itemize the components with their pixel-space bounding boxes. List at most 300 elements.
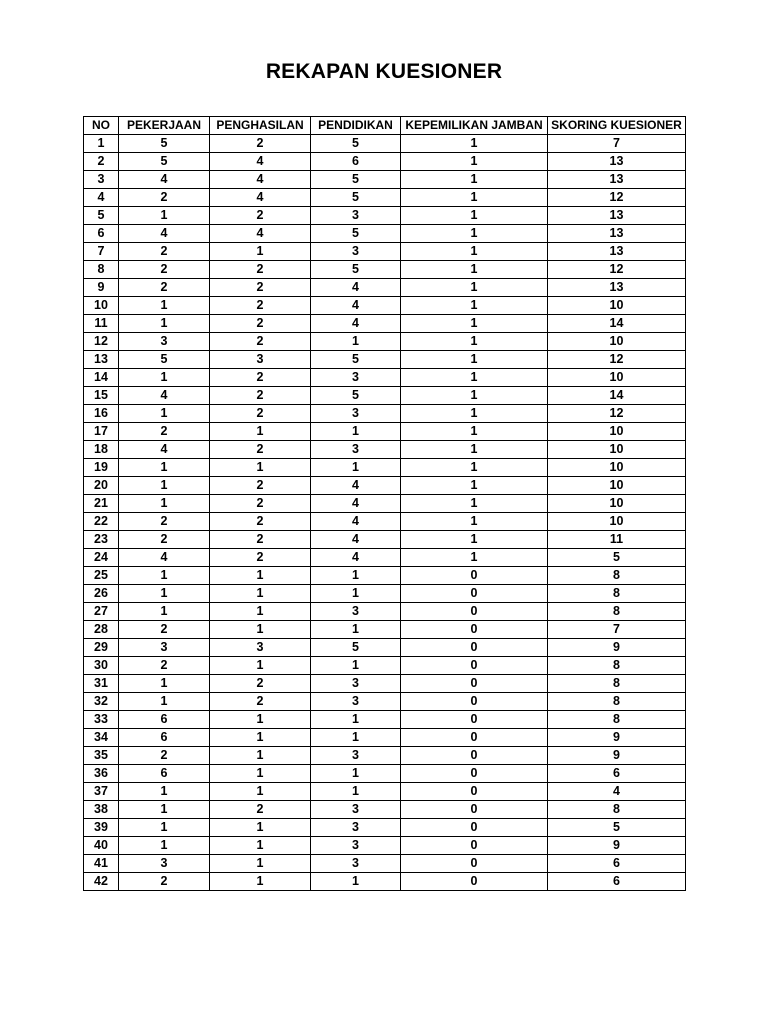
cell-skoring-kuesioner: 12 (548, 261, 686, 279)
cell-pekerjaan: 2 (119, 261, 210, 279)
column-header-kepemilikan-jamban: KEPEMILIKAN JAMBAN (401, 117, 548, 135)
cell-no: 32 (84, 693, 119, 711)
cell-kepemilikan-jamban: 1 (401, 423, 548, 441)
cell-pendidikan: 3 (311, 837, 401, 855)
table-row (84, 495, 686, 513)
cell-pekerjaan: 2 (119, 531, 210, 549)
cell-kepemilikan-jamban: 0 (401, 639, 548, 657)
cell-pendidikan: 4 (311, 495, 401, 513)
table-row (84, 747, 686, 765)
cell-pendidikan: 3 (311, 801, 401, 819)
cell-pendidikan: 5 (311, 387, 401, 405)
cell-kepemilikan-jamban: 1 (401, 459, 548, 477)
cell-kepemilikan-jamban: 0 (401, 765, 548, 783)
cell-pendidikan: 4 (311, 297, 401, 315)
cell-pendidikan: 3 (311, 207, 401, 225)
cell-no: 8 (84, 261, 119, 279)
cell-skoring-kuesioner: 10 (548, 441, 686, 459)
cell-pekerjaan: 1 (119, 495, 210, 513)
cell-pendidikan: 3 (311, 243, 401, 261)
cell-pekerjaan: 1 (119, 585, 210, 603)
cell-skoring-kuesioner: 10 (548, 333, 686, 351)
cell-pekerjaan: 6 (119, 765, 210, 783)
cell-kepemilikan-jamban: 1 (401, 351, 548, 369)
cell-skoring-kuesioner: 13 (548, 171, 686, 189)
cell-no: 20 (84, 477, 119, 495)
cell-pekerjaan: 1 (119, 405, 210, 423)
table-row (84, 567, 686, 585)
cell-kepemilikan-jamban: 1 (401, 279, 548, 297)
cell-skoring-kuesioner: 9 (548, 747, 686, 765)
cell-pekerjaan: 6 (119, 729, 210, 747)
table-row (84, 459, 686, 477)
cell-kepemilikan-jamban: 0 (401, 855, 548, 873)
cell-pekerjaan: 4 (119, 225, 210, 243)
cell-penghasilan: 2 (210, 261, 311, 279)
cell-skoring-kuesioner: 13 (548, 243, 686, 261)
cell-kepemilikan-jamban: 0 (401, 657, 548, 675)
cell-penghasilan: 2 (210, 477, 311, 495)
cell-pekerjaan: 1 (119, 369, 210, 387)
table-row (84, 315, 686, 333)
cell-skoring-kuesioner: 10 (548, 459, 686, 477)
cell-no: 2 (84, 153, 119, 171)
cell-no: 31 (84, 675, 119, 693)
cell-skoring-kuesioner: 13 (548, 279, 686, 297)
cell-penghasilan: 1 (210, 783, 311, 801)
cell-no: 5 (84, 207, 119, 225)
cell-skoring-kuesioner: 5 (548, 549, 686, 567)
cell-penghasilan: 1 (210, 765, 311, 783)
cell-no: 4 (84, 189, 119, 207)
cell-no: 30 (84, 657, 119, 675)
cell-kepemilikan-jamban: 0 (401, 819, 548, 837)
cell-penghasilan: 4 (210, 171, 311, 189)
cell-pendidikan: 3 (311, 855, 401, 873)
cell-pekerjaan: 1 (119, 459, 210, 477)
table-row (84, 819, 686, 837)
cell-pekerjaan: 2 (119, 423, 210, 441)
table-row (84, 639, 686, 657)
cell-no: 39 (84, 819, 119, 837)
cell-pendidikan: 1 (311, 567, 401, 585)
cell-penghasilan: 1 (210, 729, 311, 747)
cell-pekerjaan: 3 (119, 639, 210, 657)
table-row (84, 783, 686, 801)
cell-skoring-kuesioner: 9 (548, 837, 686, 855)
table-row (84, 549, 686, 567)
cell-no: 24 (84, 549, 119, 567)
cell-pendidikan: 1 (311, 783, 401, 801)
cell-pekerjaan: 2 (119, 279, 210, 297)
cell-kepemilikan-jamban: 0 (401, 747, 548, 765)
cell-kepemilikan-jamban: 1 (401, 243, 548, 261)
cell-penghasilan: 4 (210, 153, 311, 171)
table-row (84, 603, 686, 621)
cell-skoring-kuesioner: 10 (548, 423, 686, 441)
table-row (84, 423, 686, 441)
cell-no: 23 (84, 531, 119, 549)
cell-skoring-kuesioner: 10 (548, 495, 686, 513)
cell-pekerjaan: 1 (119, 477, 210, 495)
cell-skoring-kuesioner: 6 (548, 765, 686, 783)
cell-penghasilan: 2 (210, 279, 311, 297)
cell-skoring-kuesioner: 13 (548, 225, 686, 243)
cell-kepemilikan-jamban: 0 (401, 693, 548, 711)
cell-pendidikan: 5 (311, 351, 401, 369)
cell-no: 17 (84, 423, 119, 441)
cell-kepemilikan-jamban: 0 (401, 567, 548, 585)
cell-pendidikan: 3 (311, 405, 401, 423)
cell-pekerjaan: 3 (119, 333, 210, 351)
cell-kepemilikan-jamban: 1 (401, 225, 548, 243)
cell-penghasilan: 1 (210, 567, 311, 585)
cell-skoring-kuesioner: 8 (548, 657, 686, 675)
cell-penghasilan: 1 (210, 585, 311, 603)
cell-penghasilan: 1 (210, 855, 311, 873)
cell-penghasilan: 2 (210, 297, 311, 315)
cell-pendidikan: 4 (311, 279, 401, 297)
cell-pekerjaan: 1 (119, 297, 210, 315)
cell-penghasilan: 2 (210, 369, 311, 387)
cell-kepemilikan-jamban: 1 (401, 135, 548, 153)
cell-skoring-kuesioner: 8 (548, 801, 686, 819)
cell-pendidikan: 4 (311, 513, 401, 531)
cell-pekerjaan: 6 (119, 711, 210, 729)
table-row (84, 729, 686, 747)
cell-no: 41 (84, 855, 119, 873)
page-title: REKAPAN KUESIONER (265, 60, 503, 83)
cell-no: 13 (84, 351, 119, 369)
table-row (84, 333, 686, 351)
cell-no: 12 (84, 333, 119, 351)
cell-skoring-kuesioner: 10 (548, 513, 686, 531)
cell-skoring-kuesioner: 8 (548, 603, 686, 621)
cell-pekerjaan: 4 (119, 171, 210, 189)
cell-penghasilan: 2 (210, 693, 311, 711)
cell-pendidikan: 4 (311, 477, 401, 495)
table-row (84, 351, 686, 369)
cell-skoring-kuesioner: 14 (548, 315, 686, 333)
cell-pekerjaan: 1 (119, 603, 210, 621)
cell-kepemilikan-jamban: 1 (401, 531, 548, 549)
cell-kepemilikan-jamban: 1 (401, 387, 548, 405)
cell-skoring-kuesioner: 8 (548, 567, 686, 585)
cell-penghasilan: 2 (210, 405, 311, 423)
table-row (84, 837, 686, 855)
cell-no: 19 (84, 459, 119, 477)
cell-pekerjaan: 5 (119, 135, 210, 153)
table-row (84, 189, 686, 207)
cell-kepemilikan-jamban: 0 (401, 873, 548, 891)
cell-no: 38 (84, 801, 119, 819)
cell-kepemilikan-jamban: 0 (401, 783, 548, 801)
cell-skoring-kuesioner: 5 (548, 819, 686, 837)
cell-skoring-kuesioner: 6 (548, 873, 686, 891)
column-header-pendidikan: PENDIDIKAN (311, 117, 401, 135)
column-header-no: NO (84, 117, 119, 135)
cell-no: 6 (84, 225, 119, 243)
cell-kepemilikan-jamban: 0 (401, 585, 548, 603)
cell-no: 28 (84, 621, 119, 639)
cell-kepemilikan-jamban: 1 (401, 333, 548, 351)
table-row (84, 153, 686, 171)
cell-skoring-kuesioner: 4 (548, 783, 686, 801)
cell-penghasilan: 2 (210, 549, 311, 567)
cell-kepemilikan-jamban: 0 (401, 729, 548, 747)
cell-pendidikan: 4 (311, 315, 401, 333)
cell-skoring-kuesioner: 10 (548, 477, 686, 495)
table-row (84, 711, 686, 729)
cell-pendidikan: 3 (311, 369, 401, 387)
cell-no: 27 (84, 603, 119, 621)
cell-no: 33 (84, 711, 119, 729)
cell-penghasilan: 2 (210, 513, 311, 531)
cell-no: 14 (84, 369, 119, 387)
cell-kepemilikan-jamban: 1 (401, 171, 548, 189)
cell-no: 11 (84, 315, 119, 333)
cell-pekerjaan: 1 (119, 801, 210, 819)
table-row (84, 207, 686, 225)
table-row (84, 675, 686, 693)
cell-pendidikan: 5 (311, 189, 401, 207)
cell-penghasilan: 2 (210, 675, 311, 693)
table-row (84, 513, 686, 531)
cell-skoring-kuesioner: 12 (548, 189, 686, 207)
cell-pendidikan: 1 (311, 873, 401, 891)
cell-no: 18 (84, 441, 119, 459)
cell-kepemilikan-jamban: 0 (401, 837, 548, 855)
table-row (84, 801, 686, 819)
cell-pendidikan: 1 (311, 621, 401, 639)
column-header-penghasilan: PENGHASILAN (210, 117, 311, 135)
cell-skoring-kuesioner: 9 (548, 729, 686, 747)
table-row (84, 135, 686, 153)
cell-kepemilikan-jamban: 0 (401, 801, 548, 819)
table-row (84, 477, 686, 495)
table-row (84, 693, 686, 711)
cell-kepemilikan-jamban: 0 (401, 603, 548, 621)
cell-pendidikan: 3 (311, 675, 401, 693)
cell-pekerjaan: 3 (119, 855, 210, 873)
cell-kepemilikan-jamban: 1 (401, 405, 548, 423)
cell-kepemilikan-jamban: 1 (401, 441, 548, 459)
cell-skoring-kuesioner: 8 (548, 585, 686, 603)
cell-penghasilan: 2 (210, 135, 311, 153)
column-header-skoring-kuesioner: SKORING KUESIONER (548, 117, 686, 135)
cell-penghasilan: 2 (210, 315, 311, 333)
cell-pendidikan: 3 (311, 819, 401, 837)
cell-pekerjaan: 4 (119, 549, 210, 567)
cell-pekerjaan: 2 (119, 747, 210, 765)
cell-penghasilan: 2 (210, 207, 311, 225)
cell-pendidikan: 1 (311, 711, 401, 729)
cell-pendidikan: 1 (311, 423, 401, 441)
table-row (84, 297, 686, 315)
cell-no: 21 (84, 495, 119, 513)
cell-kepemilikan-jamban: 0 (401, 675, 548, 693)
cell-skoring-kuesioner: 10 (548, 369, 686, 387)
table-row (84, 657, 686, 675)
cell-pekerjaan: 4 (119, 387, 210, 405)
cell-no: 26 (84, 585, 119, 603)
cell-penghasilan: 1 (210, 747, 311, 765)
cell-no: 10 (84, 297, 119, 315)
cell-no: 42 (84, 873, 119, 891)
cell-no: 37 (84, 783, 119, 801)
cell-no: 7 (84, 243, 119, 261)
cell-pekerjaan: 2 (119, 243, 210, 261)
cell-kepemilikan-jamban: 1 (401, 549, 548, 567)
column-header-pekerjaan: PEKERJAAN (119, 117, 210, 135)
cell-pendidikan: 3 (311, 603, 401, 621)
cell-skoring-kuesioner: 13 (548, 207, 686, 225)
table-header (84, 117, 686, 135)
cell-kepemilikan-jamban: 1 (401, 369, 548, 387)
cell-kepemilikan-jamban: 1 (401, 315, 548, 333)
cell-no: 3 (84, 171, 119, 189)
table-row (84, 225, 686, 243)
table-body (84, 135, 686, 891)
cell-kepemilikan-jamban: 1 (401, 477, 548, 495)
cell-pendidikan: 3 (311, 441, 401, 459)
cell-penghasilan: 1 (210, 621, 311, 639)
questionnaire-table (83, 116, 686, 891)
cell-no: 16 (84, 405, 119, 423)
cell-kepemilikan-jamban: 1 (401, 297, 548, 315)
cell-pendidikan: 5 (311, 261, 401, 279)
cell-penghasilan: 1 (210, 243, 311, 261)
cell-skoring-kuesioner: 14 (548, 387, 686, 405)
table-row (84, 585, 686, 603)
cell-skoring-kuesioner: 7 (548, 135, 686, 153)
cell-pendidikan: 5 (311, 135, 401, 153)
cell-kepemilikan-jamban: 1 (401, 189, 548, 207)
cell-kepemilikan-jamban: 0 (401, 621, 548, 639)
cell-penghasilan: 2 (210, 531, 311, 549)
cell-pendidikan: 1 (311, 585, 401, 603)
table-row (84, 405, 686, 423)
cell-pekerjaan: 2 (119, 513, 210, 531)
cell-no: 29 (84, 639, 119, 657)
cell-pekerjaan: 1 (119, 315, 210, 333)
cell-no: 1 (84, 135, 119, 153)
cell-pendidikan: 1 (311, 657, 401, 675)
cell-no: 36 (84, 765, 119, 783)
cell-pendidikan: 4 (311, 531, 401, 549)
cell-kepemilikan-jamban: 1 (401, 261, 548, 279)
cell-pekerjaan: 4 (119, 441, 210, 459)
cell-pendidikan: 1 (311, 729, 401, 747)
cell-penghasilan: 2 (210, 801, 311, 819)
cell-pekerjaan: 2 (119, 873, 210, 891)
cell-pendidikan: 5 (311, 171, 401, 189)
cell-skoring-kuesioner: 13 (548, 153, 686, 171)
cell-kepemilikan-jamban: 0 (401, 711, 548, 729)
table-row (84, 873, 686, 891)
cell-pekerjaan: 2 (119, 657, 210, 675)
cell-penghasilan: 1 (210, 423, 311, 441)
table-row (84, 765, 686, 783)
cell-kepemilikan-jamban: 1 (401, 495, 548, 513)
cell-penghasilan: 4 (210, 189, 311, 207)
cell-skoring-kuesioner: 12 (548, 351, 686, 369)
cell-pekerjaan: 1 (119, 819, 210, 837)
table-row (84, 621, 686, 639)
cell-skoring-kuesioner: 8 (548, 711, 686, 729)
cell-pekerjaan: 2 (119, 189, 210, 207)
cell-skoring-kuesioner: 10 (548, 297, 686, 315)
table-row (84, 279, 686, 297)
cell-no: 22 (84, 513, 119, 531)
cell-kepemilikan-jamban: 1 (401, 153, 548, 171)
cell-penghasilan: 1 (210, 459, 311, 477)
cell-skoring-kuesioner: 9 (548, 639, 686, 657)
cell-pendidikan: 6 (311, 153, 401, 171)
cell-pekerjaan: 5 (119, 153, 210, 171)
cell-pekerjaan: 1 (119, 207, 210, 225)
cell-pendidikan: 1 (311, 333, 401, 351)
cell-pendidikan: 3 (311, 747, 401, 765)
cell-skoring-kuesioner: 8 (548, 675, 686, 693)
cell-no: 25 (84, 567, 119, 585)
table-row (84, 855, 686, 873)
cell-skoring-kuesioner: 7 (548, 621, 686, 639)
header-row (84, 117, 686, 135)
cell-skoring-kuesioner: 6 (548, 855, 686, 873)
cell-pekerjaan: 1 (119, 675, 210, 693)
table-row (84, 261, 686, 279)
cell-pekerjaan: 5 (119, 351, 210, 369)
cell-penghasilan: 2 (210, 495, 311, 513)
table-row (84, 531, 686, 549)
cell-skoring-kuesioner: 12 (548, 405, 686, 423)
cell-penghasilan: 1 (210, 603, 311, 621)
cell-no: 40 (84, 837, 119, 855)
table-row (84, 369, 686, 387)
cell-no: 9 (84, 279, 119, 297)
cell-no: 34 (84, 729, 119, 747)
cell-pekerjaan: 2 (119, 621, 210, 639)
cell-pekerjaan: 1 (119, 567, 210, 585)
cell-pekerjaan: 1 (119, 837, 210, 855)
table-row (84, 387, 686, 405)
cell-pendidikan: 3 (311, 693, 401, 711)
cell-penghasilan: 2 (210, 441, 311, 459)
cell-kepemilikan-jamban: 1 (401, 207, 548, 225)
cell-penghasilan: 1 (210, 819, 311, 837)
table-row (84, 441, 686, 459)
table-row (84, 171, 686, 189)
cell-no: 15 (84, 387, 119, 405)
cell-penghasilan: 1 (210, 837, 311, 855)
cell-pendidikan: 5 (311, 639, 401, 657)
cell-penghasilan: 4 (210, 225, 311, 243)
cell-kepemilikan-jamban: 1 (401, 513, 548, 531)
cell-skoring-kuesioner: 11 (548, 531, 686, 549)
cell-penghasilan: 1 (210, 657, 311, 675)
cell-skoring-kuesioner: 8 (548, 693, 686, 711)
cell-pekerjaan: 1 (119, 783, 210, 801)
cell-pendidikan: 1 (311, 765, 401, 783)
cell-penghasilan: 2 (210, 387, 311, 405)
cell-penghasilan: 2 (210, 333, 311, 351)
cell-penghasilan: 3 (210, 351, 311, 369)
cell-penghasilan: 1 (210, 711, 311, 729)
cell-pendidikan: 5 (311, 225, 401, 243)
cell-pendidikan: 1 (311, 459, 401, 477)
table-row (84, 243, 686, 261)
